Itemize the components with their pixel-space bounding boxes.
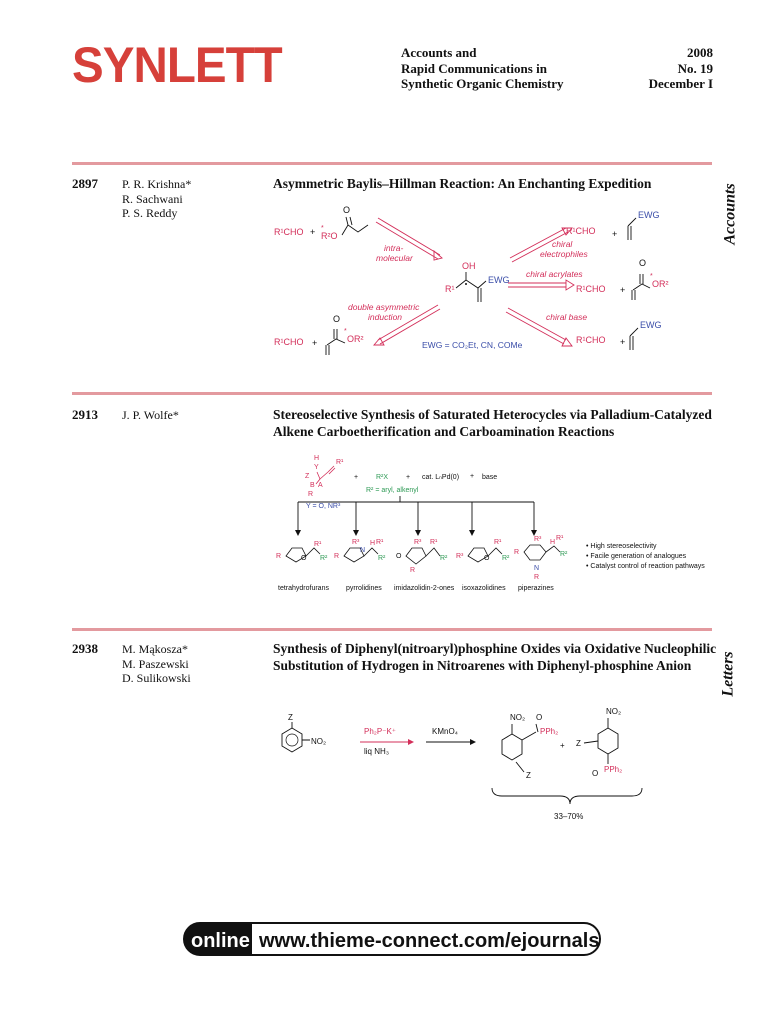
- product-name: imidazolidin-2-ones: [394, 585, 455, 592]
- scheme-label: +: [310, 227, 316, 237]
- scheme-label: NO₂: [606, 707, 622, 716]
- online-access-banner[interactable]: [183, 920, 603, 958]
- scheme-label: O: [592, 769, 599, 778]
- scheme-label: R³: [352, 539, 360, 546]
- scheme-label: +: [470, 473, 475, 480]
- scheme-label: A: [318, 482, 323, 489]
- scheme-label: R¹: [314, 541, 322, 548]
- scheme-label: R: [308, 491, 314, 498]
- section-divider: [72, 392, 712, 395]
- scheme-label: R: [410, 567, 416, 574]
- scheme-label: R²: [502, 555, 510, 562]
- scheme-label: R¹: [430, 539, 438, 546]
- journal-description-line: Synthetic Organic Chemistry: [401, 76, 564, 91]
- scheme-label: H: [550, 539, 556, 546]
- scheme-label: R¹CHO: [566, 226, 596, 236]
- article-authors: [122, 177, 191, 221]
- scheme-label: NO₂: [311, 737, 327, 746]
- scheme-label: PPh₂: [540, 727, 559, 736]
- scheme-label: intra-: [384, 243, 404, 253]
- journal-logo: SYNLETT: [72, 37, 282, 93]
- accounts-section-label: Accounts: [721, 183, 739, 245]
- scheme-label: O: [333, 314, 341, 324]
- scheme-label: +: [620, 337, 626, 347]
- scheme-label: +: [312, 338, 318, 348]
- scheme-label: R²: [440, 555, 448, 562]
- scheme-label: Y = O, NR³: [306, 503, 341, 510]
- scheme-label: cat. LₙPd(0): [422, 474, 460, 481]
- scheme-label: R: [334, 553, 340, 560]
- scheme-label: +: [620, 285, 626, 295]
- scheme-label: R¹CHO: [274, 337, 304, 347]
- author: M. Mąkosza*: [122, 642, 188, 656]
- scheme-label: R³: [414, 539, 422, 546]
- scheme-label: OR²: [652, 279, 669, 289]
- author: P. R. Krishna*: [122, 177, 192, 191]
- journal-description: [401, 45, 563, 92]
- journal-description-line: Accounts and: [401, 45, 477, 60]
- scheme-label: R²: [320, 555, 328, 562]
- scheme-label: R¹: [336, 459, 344, 466]
- scheme-label: Z: [526, 771, 531, 780]
- scheme-label: O: [484, 555, 490, 562]
- article-authors: [122, 408, 179, 423]
- scheme-label: Y: [314, 464, 319, 471]
- product-name: piperazines: [518, 585, 554, 592]
- scheme-label: H: [314, 455, 320, 462]
- scheme-label: N: [534, 565, 540, 572]
- letters-section-label: Letters: [719, 651, 737, 697]
- section-divider: [72, 628, 712, 631]
- article-page-number[interactable]: 2938: [72, 641, 98, 656]
- scheme-label: molecular: [376, 253, 413, 263]
- scheme-label: chiral base: [546, 312, 588, 322]
- scheme-label: OH: [462, 261, 476, 271]
- scheme-label: O: [639, 258, 647, 268]
- scheme-label: EWG: [640, 320, 662, 330]
- author: R. Sachwani: [122, 191, 183, 206]
- scheme-label: R²O: [321, 231, 338, 241]
- bullet-point: • Facile generation of analogues: [586, 553, 687, 560]
- scheme-label: O: [396, 553, 402, 560]
- scheme-label: R¹CHO: [576, 335, 606, 345]
- article-page-number[interactable]: 2897: [72, 176, 98, 191]
- scheme-label: R²: [560, 551, 568, 558]
- author: P. S. Reddy: [122, 206, 178, 220]
- issue-info: [649, 45, 713, 92]
- scheme-label: R³: [534, 536, 542, 543]
- scheme-label: Ph₂P⁻K⁺: [364, 727, 397, 736]
- journal-url-link[interactable]: www.thieme-connect.com/ejournals: [259, 930, 600, 952]
- scheme-label: Z: [305, 473, 310, 480]
- article-title[interactable]: Stereoselective Synthesis of Saturated Heterocycles via Palladium-Catalyzed Alkene Carboetherification and Carboamination Reactions: [273, 407, 712, 439]
- scheme-label: B: [310, 482, 315, 489]
- scheme-label: R¹: [494, 539, 502, 546]
- scheme-label: R² = aryl, alkenyl: [366, 487, 419, 494]
- scheme-label: R²X: [376, 474, 389, 481]
- author: J. P. Wolfe*: [122, 408, 179, 422]
- scheme-label: +: [406, 474, 411, 481]
- article-title[interactable]: Synthesis of Diphenyl(nitroaryl)phosphine Oxides via Oxidative Nucleophilic Substitution of Hydrogen in Nitroarenes with Diphenyl-phosphine Anion: [273, 641, 717, 673]
- scheme-label: Z: [288, 713, 293, 722]
- scheme-label: +: [560, 741, 565, 750]
- section-divider: [72, 162, 712, 165]
- scheme-label: NO₂: [510, 713, 526, 722]
- product-name: tetrahydrofurans: [278, 585, 329, 592]
- article-authors: [122, 642, 191, 686]
- issue-date: December I: [648, 76, 713, 91]
- scheme-label: O: [536, 713, 543, 722]
- issue-year: 2008: [687, 45, 713, 60]
- scheme-label: R¹: [445, 284, 455, 294]
- scheme-label: electrophiles: [540, 249, 588, 259]
- scheme-label: R¹: [556, 535, 564, 542]
- scheme-label: PPh₂: [604, 765, 623, 774]
- product-name: isoxazolidines: [462, 585, 506, 592]
- online-badge: online: [191, 930, 250, 952]
- article-title[interactable]: Asymmetric Baylis–Hillman Reaction: An Enchanting Expedition: [273, 176, 652, 191]
- scheme-label: R: [534, 574, 540, 581]
- carboetherification-scheme: [272, 452, 717, 602]
- scheme-label: chiral: [552, 239, 573, 249]
- scheme-label: +: [612, 229, 618, 239]
- scheme-label: R²: [378, 555, 386, 562]
- bullet-point: • Catalyst control of reaction pathways: [586, 563, 705, 570]
- scheme-label: N: [360, 547, 366, 554]
- article-page-number[interactable]: 2913: [72, 407, 98, 422]
- scheme-label: R¹CHO: [274, 227, 304, 237]
- scheme-label: chiral acrylates: [526, 269, 583, 279]
- scheme-label: double asymmetric: [348, 302, 420, 312]
- scheme-label: EWG = CO₂Et, CN, COMe: [422, 340, 523, 350]
- scheme-label: R: [514, 549, 520, 556]
- scheme-label: Z: [576, 739, 581, 748]
- author: M. Paszewski: [122, 656, 189, 671]
- scheme-label: OR²: [347, 334, 364, 344]
- scheme-label: EWG: [638, 210, 660, 220]
- scheme-label: R¹CHO: [576, 284, 606, 294]
- scheme-label: *: [344, 328, 347, 335]
- scheme-label: +: [354, 474, 359, 481]
- issue-number: No. 19: [677, 60, 713, 76]
- scheme-label: O: [301, 555, 307, 562]
- bullet-point: • High stereoselectivity: [586, 543, 657, 550]
- scheme-label: R: [276, 553, 282, 560]
- scheme-label: H: [370, 540, 376, 547]
- author: D. Sulikowski: [122, 671, 191, 685]
- scheme-label: base: [482, 474, 498, 481]
- yield-label: 33–70%: [554, 812, 584, 821]
- scheme-label: KMnO₄: [432, 727, 458, 736]
- product-name: pyrrolidines: [346, 585, 382, 592]
- scheme-label: induction: [368, 312, 403, 322]
- scheme-label: O: [343, 205, 351, 215]
- scheme-label: R¹: [376, 539, 384, 546]
- journal-description-line: Rapid Communications in: [401, 60, 547, 76]
- scheme-label: EWG: [488, 275, 510, 285]
- scheme-label: R³: [456, 553, 464, 560]
- baylis-hillman-scheme: [270, 200, 715, 360]
- phosphine-oxide-scheme: [270, 700, 650, 825]
- scheme-label: liq NH₃: [364, 747, 390, 756]
- scheme-label: *: [321, 225, 324, 232]
- scheme-label: *: [650, 273, 653, 280]
